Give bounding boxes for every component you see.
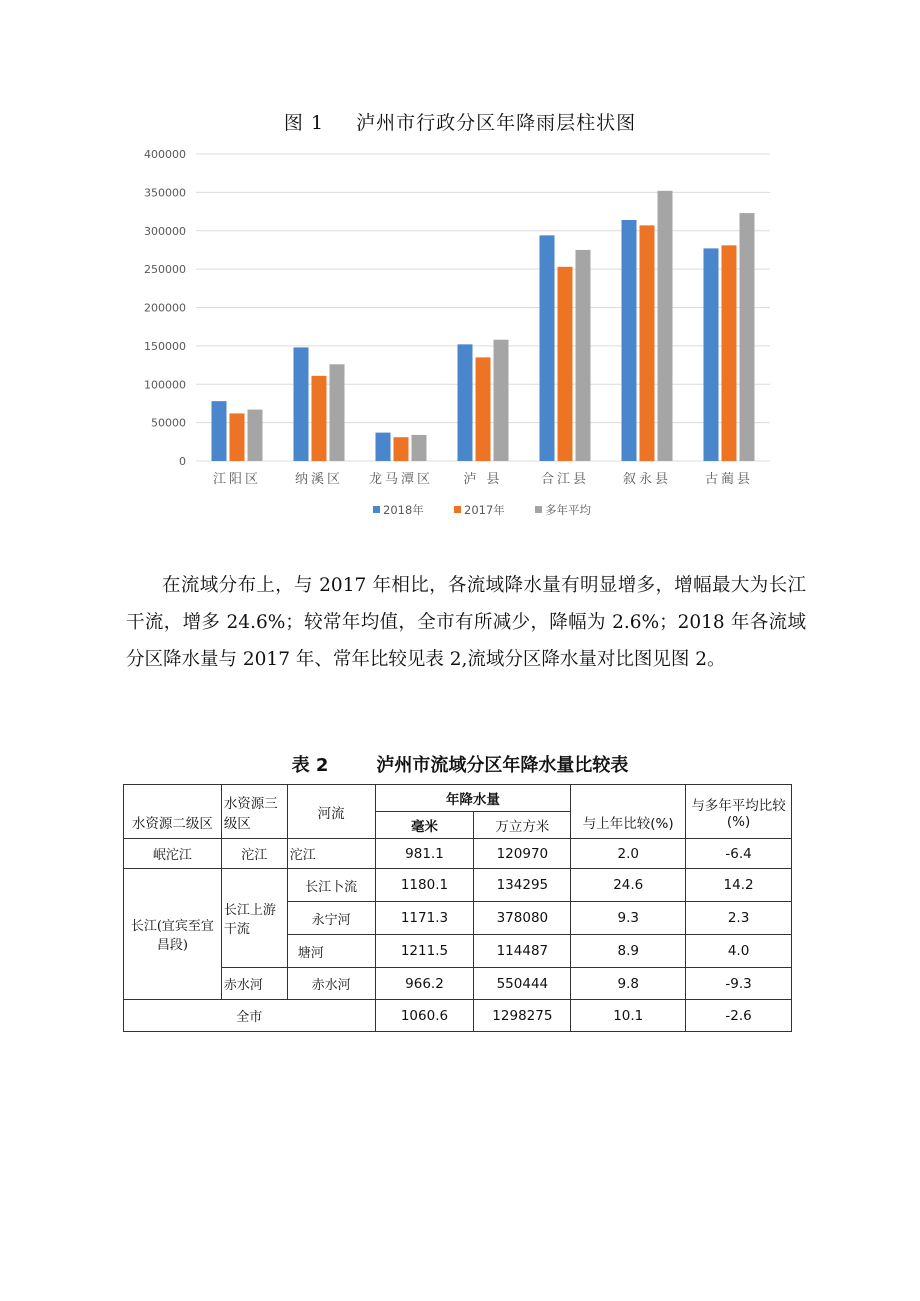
cell-river: 永宁河 (287, 902, 375, 935)
x-tick-label: 纳溪区 (294, 472, 344, 487)
table-title (0, 751, 920, 777)
bar-多年平均-古蔺县 (740, 213, 755, 461)
cell-vs-last-year: 9.8 (571, 968, 686, 1000)
cell-vs-last-year: 24.6 (571, 869, 686, 902)
cell-vs-last-year: 8.9 (571, 935, 686, 968)
table-row (124, 968, 792, 1000)
cell-volume: 550444 (474, 968, 571, 1000)
cell-mm: 966.2 (375, 968, 474, 1000)
bar-2017年-江阳区 (230, 413, 245, 461)
table-row (124, 839, 792, 869)
cell-river: 长江卜流 (287, 869, 375, 902)
cell-volume: 378080 (474, 902, 571, 935)
bar-多年平均-叙永县 (658, 191, 673, 461)
header-vs-average: 与多年平均比较(%) (686, 785, 792, 839)
y-tick-label: 100000 (144, 378, 186, 392)
x-tick-label: 叙永县 (622, 472, 672, 487)
y-tick-label: 400000 (144, 148, 186, 161)
y-tick-label: 200000 (144, 301, 186, 315)
cell-river: 赤水河 (287, 968, 375, 1000)
bar-2017年-泸 县 (476, 357, 491, 461)
x-tick-label: 泸 县 (463, 472, 503, 487)
cell-vs-last-year: 10.1 (571, 1000, 686, 1032)
cell-secondary-zone: 岷沱江 (124, 839, 222, 869)
header-tertiary-zone: 水资源三级区 (221, 785, 287, 839)
bar-多年平均-龙马潭区 (412, 435, 427, 461)
bar-2017年-古蔺县 (722, 245, 737, 461)
table-number: 表 2 (291, 755, 329, 776)
legend-label: 多年平均 (545, 503, 591, 517)
y-tick-label: 50000 (151, 416, 186, 430)
bar-2018年-泸 县 (458, 344, 473, 461)
cell-volume: 114487 (474, 935, 571, 968)
figure-number: 图 1 (283, 112, 325, 134)
bar-2018年-江阳区 (212, 401, 227, 461)
cell-vs-average: 2.3 (686, 902, 792, 935)
cell-mm: 1171.3 (375, 902, 474, 935)
cell-tertiary-zone: 沱江 (221, 839, 287, 869)
bar-2018年-纳溪区 (294, 347, 309, 461)
figure-title-text: 泸州市行政分区年降雨层柱状图 (356, 112, 637, 134)
cell-volume: 1298275 (474, 1000, 571, 1032)
y-tick-label: 0 (179, 455, 186, 468)
cell-secondary-zone: 长江(宜宾至宜昌段) (124, 869, 222, 1000)
bar-2018年-合江县 (540, 235, 555, 461)
cell-tertiary-zone: 长江上游干流 (221, 869, 287, 968)
legend-label: 2017年 (464, 503, 505, 517)
rainfall-comparison-table (123, 784, 792, 1032)
bar-2018年-叙永县 (622, 220, 637, 461)
cell-vs-average: -2.6 (686, 1000, 792, 1032)
header-annual-precipitation: 年降水量 (375, 785, 571, 812)
header-secondary-zone: 水资源二级区 (124, 785, 222, 839)
header-river: 河流 (287, 785, 375, 839)
table-row (124, 869, 792, 902)
bar-多年平均-江阳区 (248, 410, 263, 461)
table-row-total (124, 1000, 792, 1032)
bar-2018年-龙马潭区 (376, 433, 391, 461)
cell-vs-last-year: 9.3 (571, 902, 686, 935)
bar-多年平均-合江县 (576, 250, 591, 461)
bar-2018年-古蔺县 (704, 248, 719, 461)
cell-total-label: 全市 (124, 1000, 376, 1032)
rainfall-bar-chart (0, 0, 920, 530)
cell-mm: 1060.6 (375, 1000, 474, 1032)
y-tick-label: 250000 (144, 263, 186, 277)
header-vs-last-year: 与上年比较(%) (571, 785, 686, 839)
bar-多年平均-泸 县 (494, 340, 509, 461)
x-tick-label: 合江县 (540, 472, 590, 487)
y-tick-label: 350000 (144, 186, 186, 200)
x-tick-label: 龙马潭区 (368, 472, 434, 487)
bar-2017年-龙马潭区 (394, 437, 409, 461)
header-mm: 毫米 (375, 812, 474, 839)
legend-swatch (454, 506, 461, 513)
y-tick-label: 300000 (144, 224, 186, 238)
cell-tertiary-zone: 赤水河 (221, 968, 287, 1000)
cell-vs-average: 14.2 (686, 869, 792, 902)
cell-river: 沱江 (287, 839, 375, 869)
cell-mm: 1211.5 (375, 935, 474, 968)
y-tick-label: 150000 (144, 339, 186, 353)
cell-volume: 120970 (474, 839, 571, 869)
legend-swatch (535, 506, 542, 513)
cell-vs-average: -9.3 (686, 968, 792, 1000)
bar-2017年-纳溪区 (312, 376, 327, 461)
cell-river: 塘河 (287, 935, 375, 968)
cell-vs-average: 4.0 (686, 935, 792, 968)
header-volume: 万立方米 (474, 812, 571, 839)
legend-swatch (373, 506, 380, 513)
cell-mm: 1180.1 (375, 869, 474, 902)
table-title-text: 泸州市流域分区年降水量比较表 (376, 755, 629, 776)
x-tick-label: 江阳区 (212, 472, 262, 487)
cell-vs-last-year: 2.0 (571, 839, 686, 869)
cell-vs-average: -6.4 (686, 839, 792, 869)
bar-2017年-合江县 (558, 267, 573, 461)
body-paragraph: 在流域分布上，与 2017 年相比，各流域降水量有明显增多，增幅最大为长江干流，增多 24.6%；较常年均值，全市有所减少，降幅为 2.6%；2018 年各流域分区降水量与 2017 年、常年比较见表 2,流域分区降水量对比图见图 2。 (126, 574, 806, 670)
bar-2017年-叙永县 (640, 225, 655, 461)
legend-label: 2018年 (383, 503, 424, 517)
cell-mm: 981.1 (375, 839, 474, 869)
cell-volume: 134295 (474, 869, 571, 902)
x-tick-label: 古蔺县 (704, 472, 754, 487)
bar-多年平均-纳溪区 (330, 364, 345, 461)
